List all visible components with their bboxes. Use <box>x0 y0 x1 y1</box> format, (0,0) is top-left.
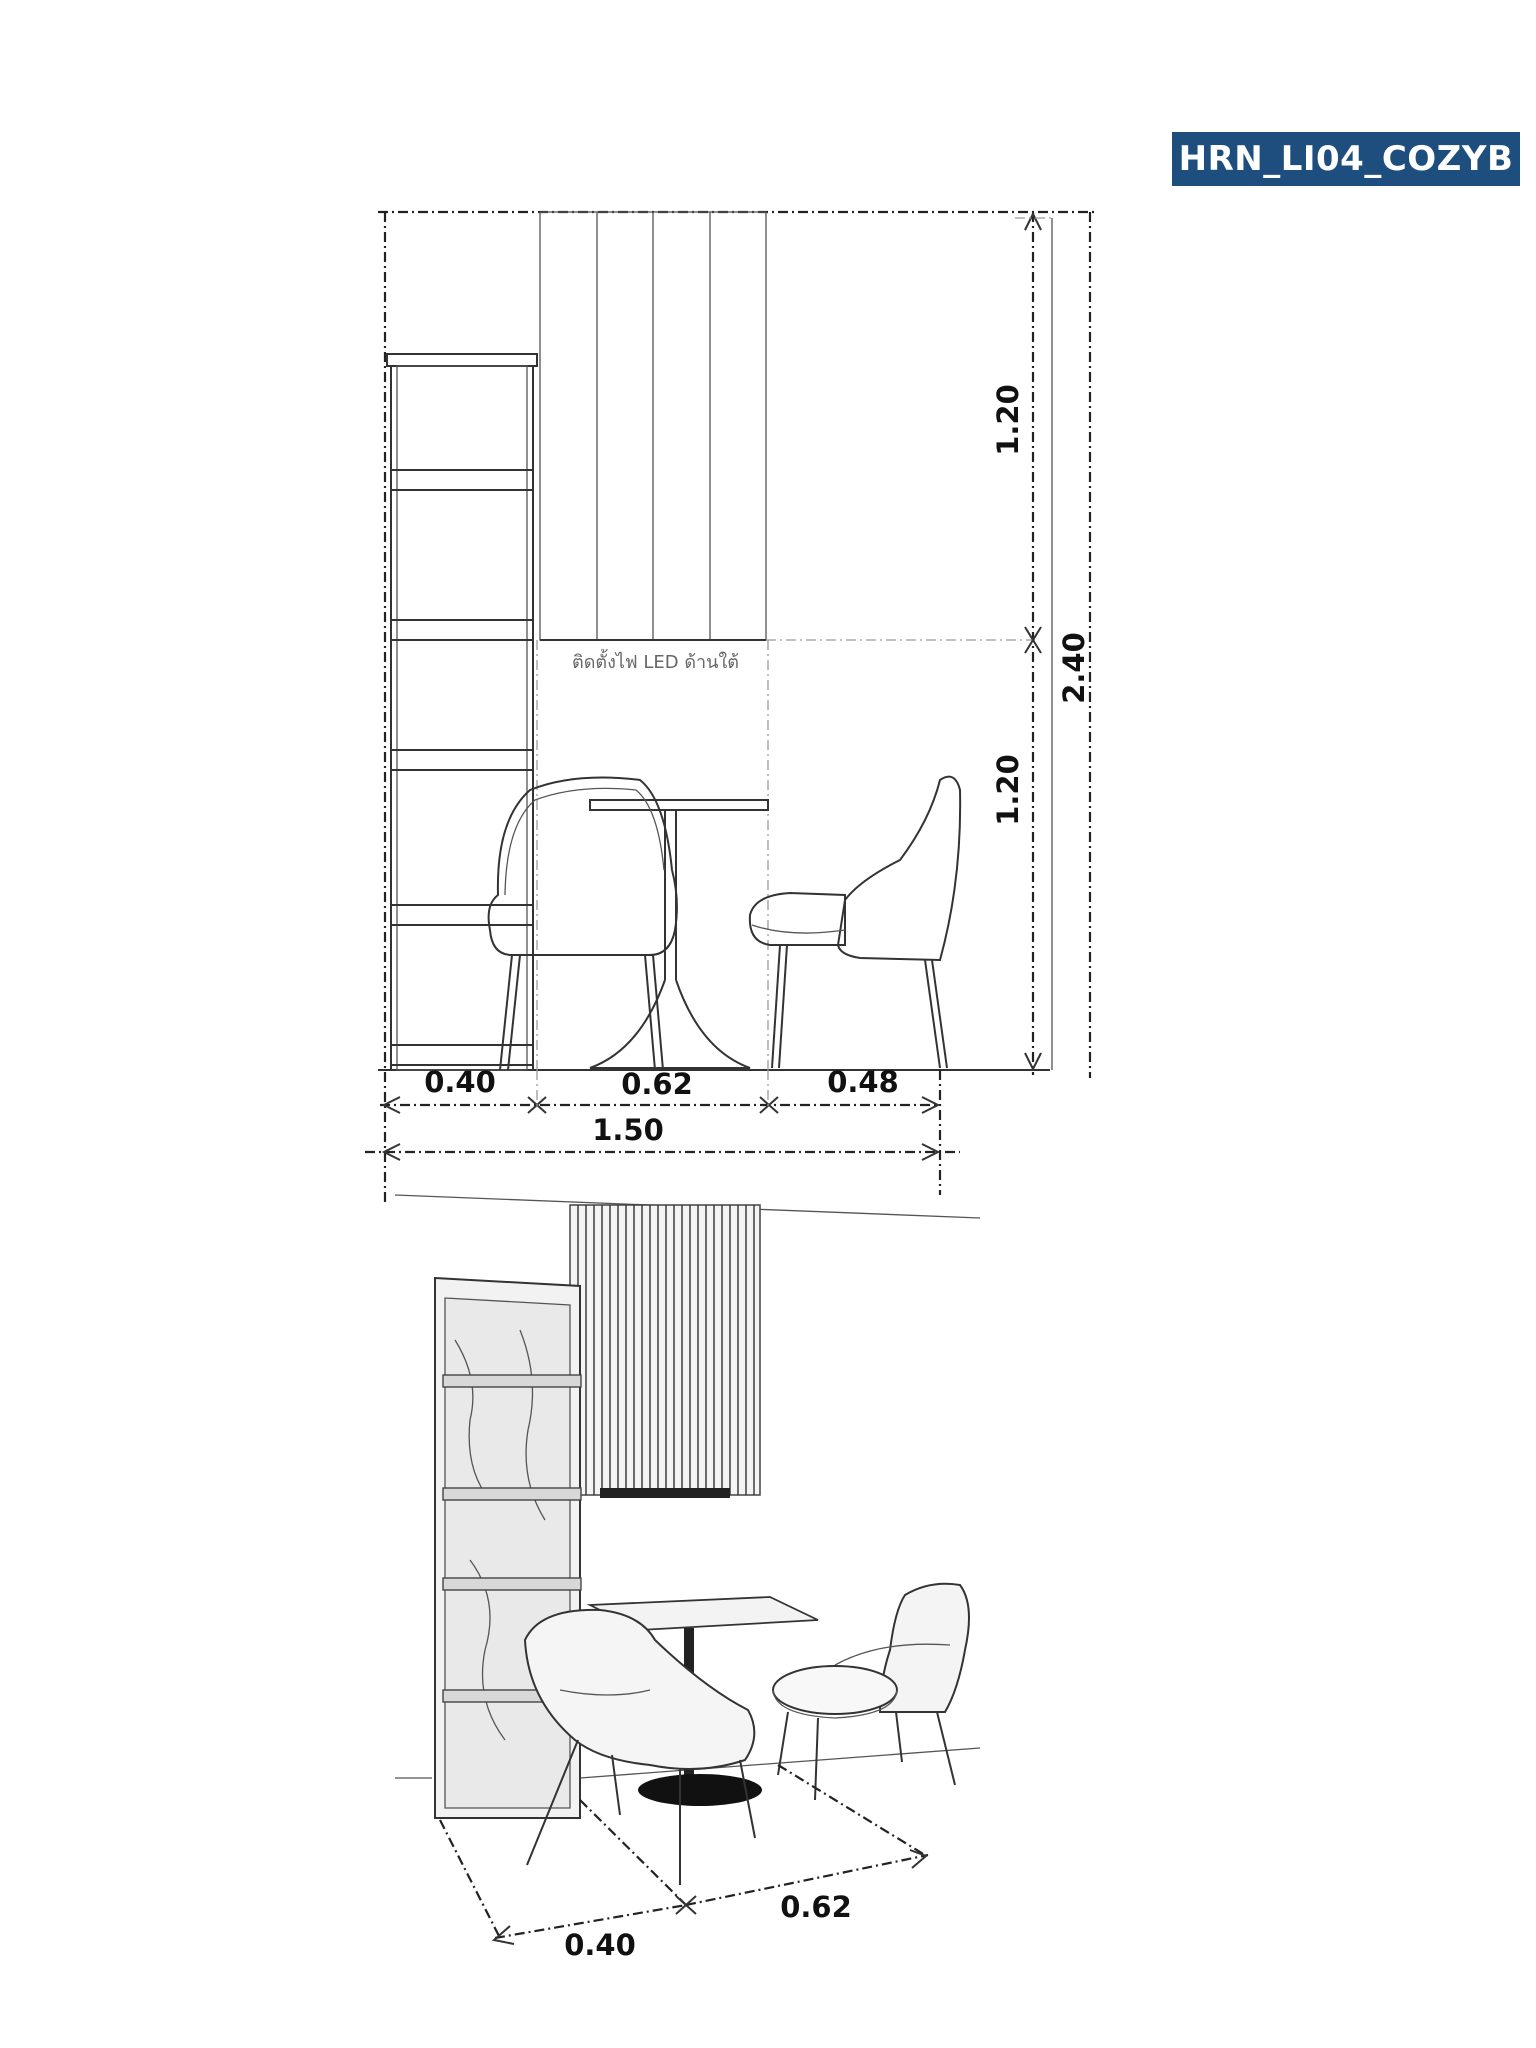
width-table-label: 0.62 <box>621 1067 693 1101</box>
slat-wall-perspective <box>570 1205 760 1498</box>
width-shelf-label: 0.40 <box>424 1065 496 1099</box>
bookshelf-perspective <box>435 1278 581 1818</box>
depth-table-label: 0.62 <box>780 1890 852 1924</box>
vertical-dimensions <box>1015 212 1055 1075</box>
drawing-code: HRN_LI04_COZYB <box>1178 139 1514 179</box>
bookshelf-elevation <box>387 354 537 1070</box>
chair-front-elevation <box>489 778 677 1070</box>
perspective-view <box>395 1195 980 1962</box>
slat-wall-panel <box>540 212 766 640</box>
depth-shelf-label: 0.40 <box>564 1928 636 1962</box>
height-total-label: 2.40 <box>1057 632 1091 704</box>
led-note: ติดตั้งไฟ LED ด้านใต้ <box>572 652 739 673</box>
elevation-view <box>365 212 1095 1205</box>
width-chair-label: 0.48 <box>827 1065 899 1099</box>
height-lower-label: 1.20 <box>991 754 1025 826</box>
chair-side-elevation <box>750 777 960 1068</box>
height-upper-label: 1.20 <box>991 384 1025 456</box>
table-elevation <box>590 800 768 1068</box>
width-total-label: 1.50 <box>592 1113 664 1147</box>
